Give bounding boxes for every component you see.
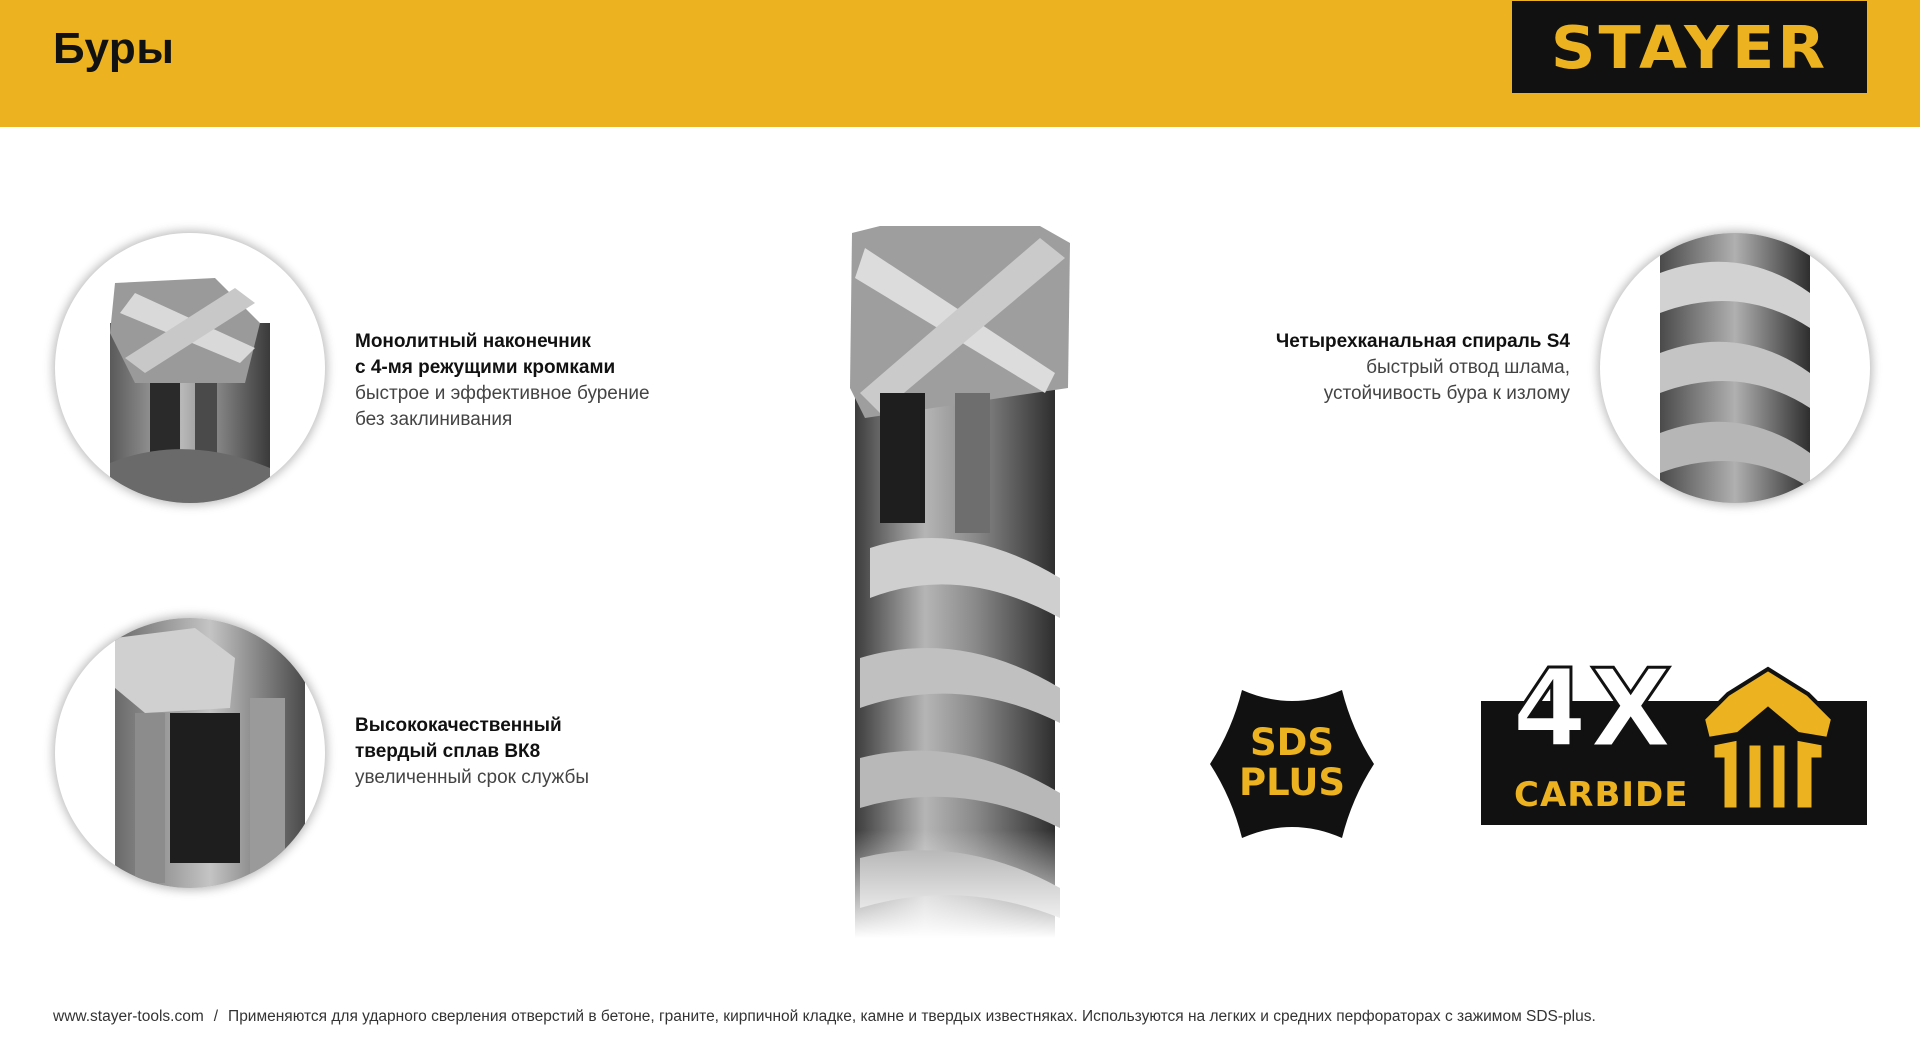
feature-title: Монолитный наконечник <box>355 331 591 352</box>
feature-title: Высококачественный <box>355 715 562 736</box>
stayer-logo[interactable] <box>1512 1 1867 93</box>
feature-title: с 4-мя режущими кромками <box>355 357 616 378</box>
feature-description: без заклинивания <box>355 409 513 430</box>
carbide-count: 4X <box>1512 647 1675 772</box>
drill-tip-closeup-image <box>55 233 325 503</box>
feature-description: быстрое и эффективное бурение <box>355 383 650 404</box>
footer-separator: / <box>213 1008 219 1025</box>
feature-description: быстрый отвод шлама, <box>1366 357 1570 378</box>
plus-label: PLUS <box>1238 761 1346 804</box>
feature-description: увеличенный срок службы <box>355 767 590 788</box>
page-title: Буры <box>53 24 175 73</box>
carbide-label: CARBIDE <box>1514 775 1689 815</box>
feature-title: твердый сплав ВК8 <box>355 741 541 762</box>
sds-plus-badge <box>1210 690 1374 838</box>
feature-spiral-s4 <box>1276 329 1570 407</box>
carbide-closeup-image <box>55 618 325 888</box>
drill-bit-image <box>840 218 1080 938</box>
footer <box>53 1008 1596 1026</box>
feature-carbide-alloy <box>355 713 589 791</box>
feature-description: устойчивость бура к излому <box>1323 383 1570 404</box>
sds-label: SDS <box>1249 721 1334 764</box>
spiral-closeup-image <box>1600 233 1870 503</box>
website-link[interactable]: www.stayer-tools.com <box>53 1008 204 1025</box>
brand-name: STAYER <box>1550 12 1829 82</box>
feature-title: Четырехканальная спираль S4 <box>1275 331 1570 352</box>
feature-monolithic-tip <box>355 329 650 433</box>
footer-description: Применяются для ударного сверления отверстий в бетоне, граните, кирпичной кладке, камне и твердых известняках. Используются на легких и средних перфораторах с зажимом SDS-plus. <box>228 1008 1596 1025</box>
carbide-tip-icon <box>1698 664 1838 814</box>
